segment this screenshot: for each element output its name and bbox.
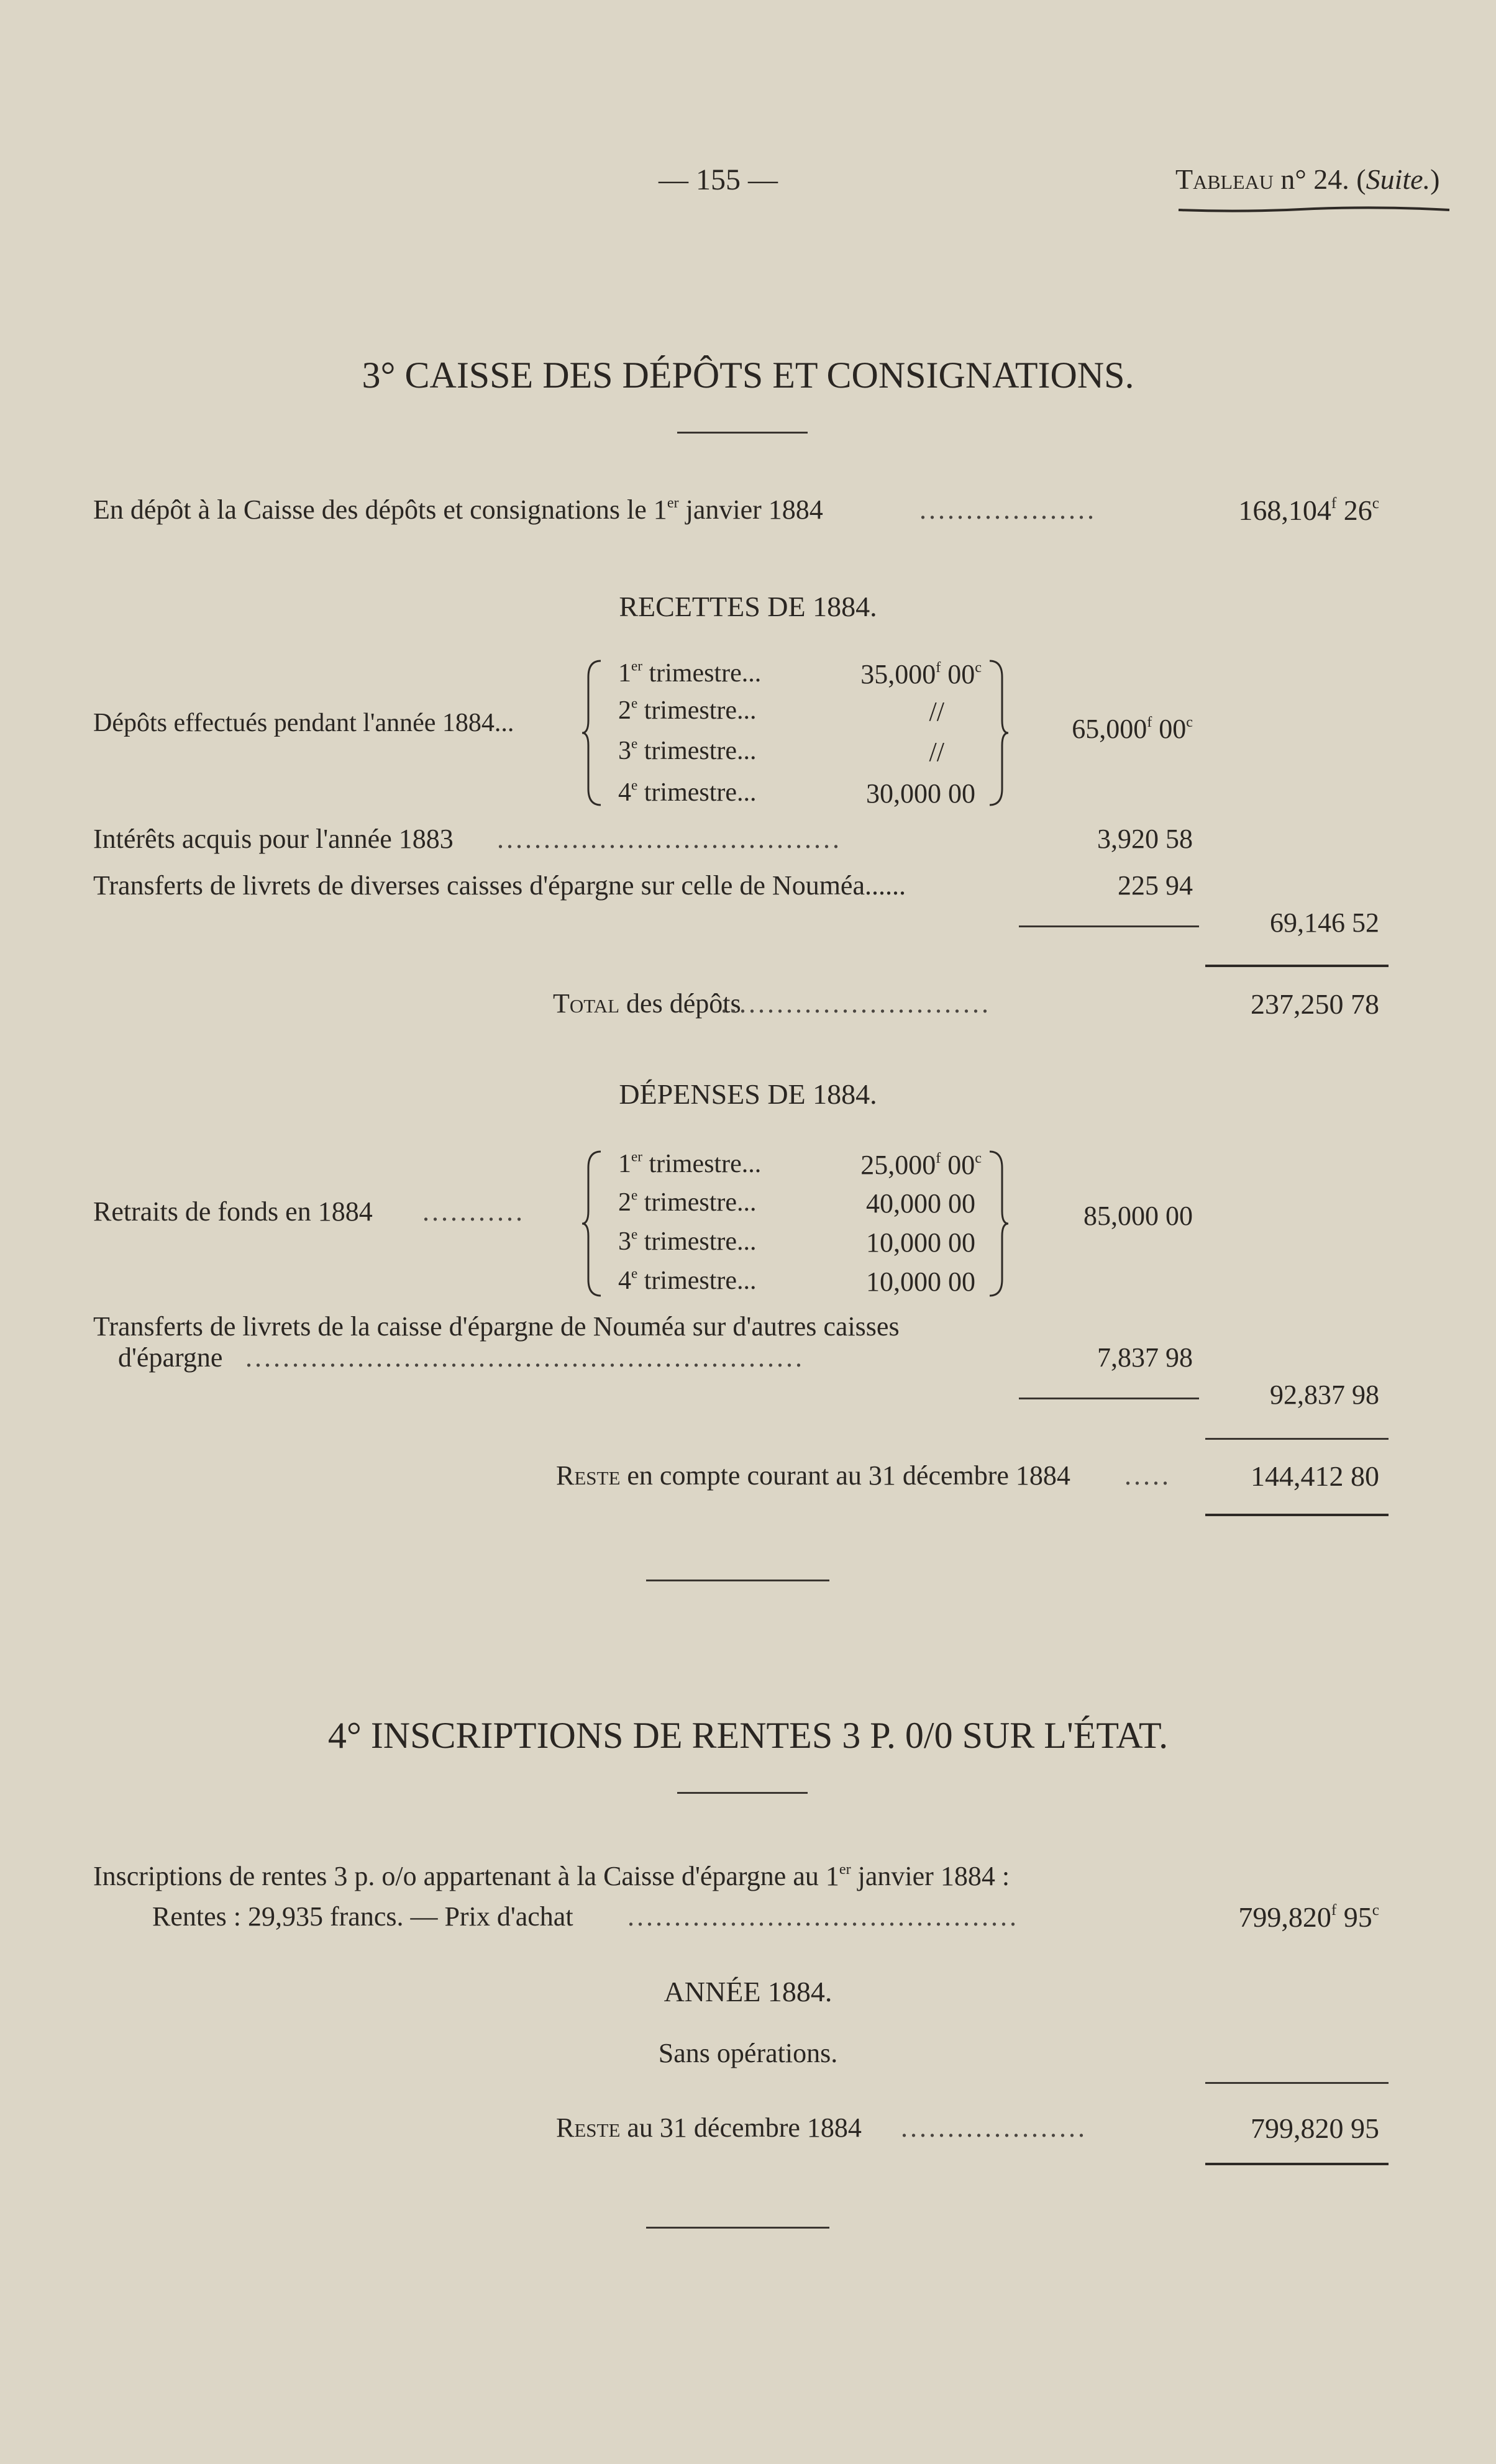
section4-balance-label-rest: au 31 décembre 1884 [627,2112,862,2143]
section4-balance-leader: .................... [901,2112,1087,2143]
opening-amount: 168,104$^f$ 26$^c$ [1238,494,1379,526]
expenses-heading: DÉPENSES DE 1884. [619,1078,877,1110]
balance-amount: 144,412 80 [1251,1460,1379,1492]
opening-leader: ................... [919,494,1097,525]
withdrawal-q4-label: 4e trimestre... [618,1265,757,1295]
section4-title-rule [677,1792,808,1794]
withdrawal-q1-label: 1er trimestre... [618,1148,762,1178]
section3-title: 3° CAISSE DES DÉPÔTS ET CONSIGNATIONS. [362,355,1134,396]
rentes-leader: .......................................... [627,1901,1019,1932]
subtotal-rule [1019,925,1199,927]
withdrawals-left-brace [581,1149,606,1298]
inscriptions-label: Inscriptions de rentes 3 p. o/o appartenant à la Caisse d'épargne au 1er janvier 1884 : [93,1860,1010,1891]
section4-balance-label [556,2112,862,2143]
transfers-out-leader: ............................................................ [245,1342,805,1373]
transfers-out-label-1: Transferts de livrets de la caisse d'épargne de Nouméa sur d'autres caisses [93,1311,900,1342]
total-label-rest: des dépôts [626,988,741,1019]
balance-label-rest: en compte courant au 31 décembre 1884 [627,1460,1070,1491]
page-number: — 155 — [659,163,778,196]
withdrawals-total: 85,000 00 [1083,1201,1193,1231]
no-operations: Sans opérations. [658,2038,838,2068]
total-amount: 237,250 78 [1251,988,1379,1020]
deposits-label: Dépôts effectués pendant l'année 1884... [93,709,514,737]
withdrawal-q4-amount: 10,000 00 [866,1266,975,1297]
deposit-q4-label: 4e trimestre... [618,776,757,807]
table-ref-close: ) [1430,163,1440,195]
section4-top-rule [1205,2082,1389,2084]
transfers-in-label: Transferts de livrets de diverses caisses d'épargne sur celle de Nouméa...... [93,870,906,901]
withdrawals-label: Retraits de fonds en 1884 [93,1196,373,1227]
receipts-heading: RECETTES DE 1884. [619,591,877,622]
interest-amount: 3,920 58 [1097,824,1193,854]
deposit-q3-label: 3e trimestre... [618,735,757,765]
rentes-label: Rentes : 29,935 francs. — Prix d'achat [152,1901,573,1932]
table-ref-suite: Suite. [1366,163,1431,195]
section-separator [646,1580,829,1581]
balance-top-rule [1205,1438,1389,1440]
withdrawal-q3-amount: 10,000 00 [866,1227,975,1258]
balance-leader: ..... [1124,1460,1171,1491]
receipts-subtotal: 69,146 52 [1270,907,1379,938]
table-reference [1175,163,1439,196]
withdrawal-q2-label: 2e trimestre... [618,1186,757,1217]
section4-title: 4° INSCRIPTIONS DE RENTES 3 P. 0/0 SUR L'ÉTAT. [327,1715,1169,1756]
transfers-in-amount: 225 94 [1118,870,1193,901]
page-end-separator [646,2227,829,2229]
rentes-amount: 799,820$^f$ 95$^c$ [1238,1901,1379,1933]
table-ref-prefix: Tableau [1175,163,1274,195]
opening-label: En dépôt à la Caisse des dépôts et consignations le 1er janvier 1884 [93,494,823,525]
balance-label [556,1460,1070,1491]
balance-label-sc: Reste [556,1460,621,1491]
deposits-left-brace [581,658,606,807]
deposits-total: 65,000$^f$ 00$^c$ [1072,713,1193,744]
withdrawals-leader: ........... [422,1196,525,1227]
interest-label: Intérêts acquis pour l'année 1883 [93,824,454,854]
deposit-q2-label: 2e trimestre... [618,694,757,725]
total-label-sc: Total [553,988,620,1019]
expenses-subtotal: 92,837 98 [1270,1380,1379,1410]
transfers-out-label-2: d'épargne [118,1342,223,1373]
total-rule [1205,965,1389,967]
section4-balance-amount: 799,820 95 [1251,2112,1379,2144]
table-ref-rest: n° 24. ( [1280,163,1366,195]
expenses-subtotal-rule [1019,1398,1199,1399]
interest-leader: ..................................... [497,824,842,854]
withdrawal-q1-amount: 25,000$^f$ 00$^c$ [860,1149,982,1180]
deposit-q2-amount: // [929,696,944,727]
total-label [553,988,741,1019]
year-heading: ANNÉE 1884. [664,1976,832,2007]
section4-bottom-rule [1205,2163,1389,2165]
total-leader: ............................. [721,988,991,1019]
transfers-out-amount: 7,837 98 [1097,1342,1193,1373]
withdrawal-q2-amount: 40,000 00 [866,1188,975,1219]
section4-balance-label-sc: Reste [556,2112,621,2143]
deposit-q3-amount: // [929,737,944,767]
title-rule [677,432,808,434]
header-flourish [1177,205,1451,215]
deposit-q4-amount: 30,000 00 [866,778,975,809]
withdrawal-q3-label: 3e trimestre... [618,1225,757,1256]
deposit-q1-label: 1er trimestre... [618,657,762,688]
balance-bottom-rule [1205,1514,1389,1516]
deposit-q1-amount: 35,000$^f$ 00$^c$ [860,658,982,689]
